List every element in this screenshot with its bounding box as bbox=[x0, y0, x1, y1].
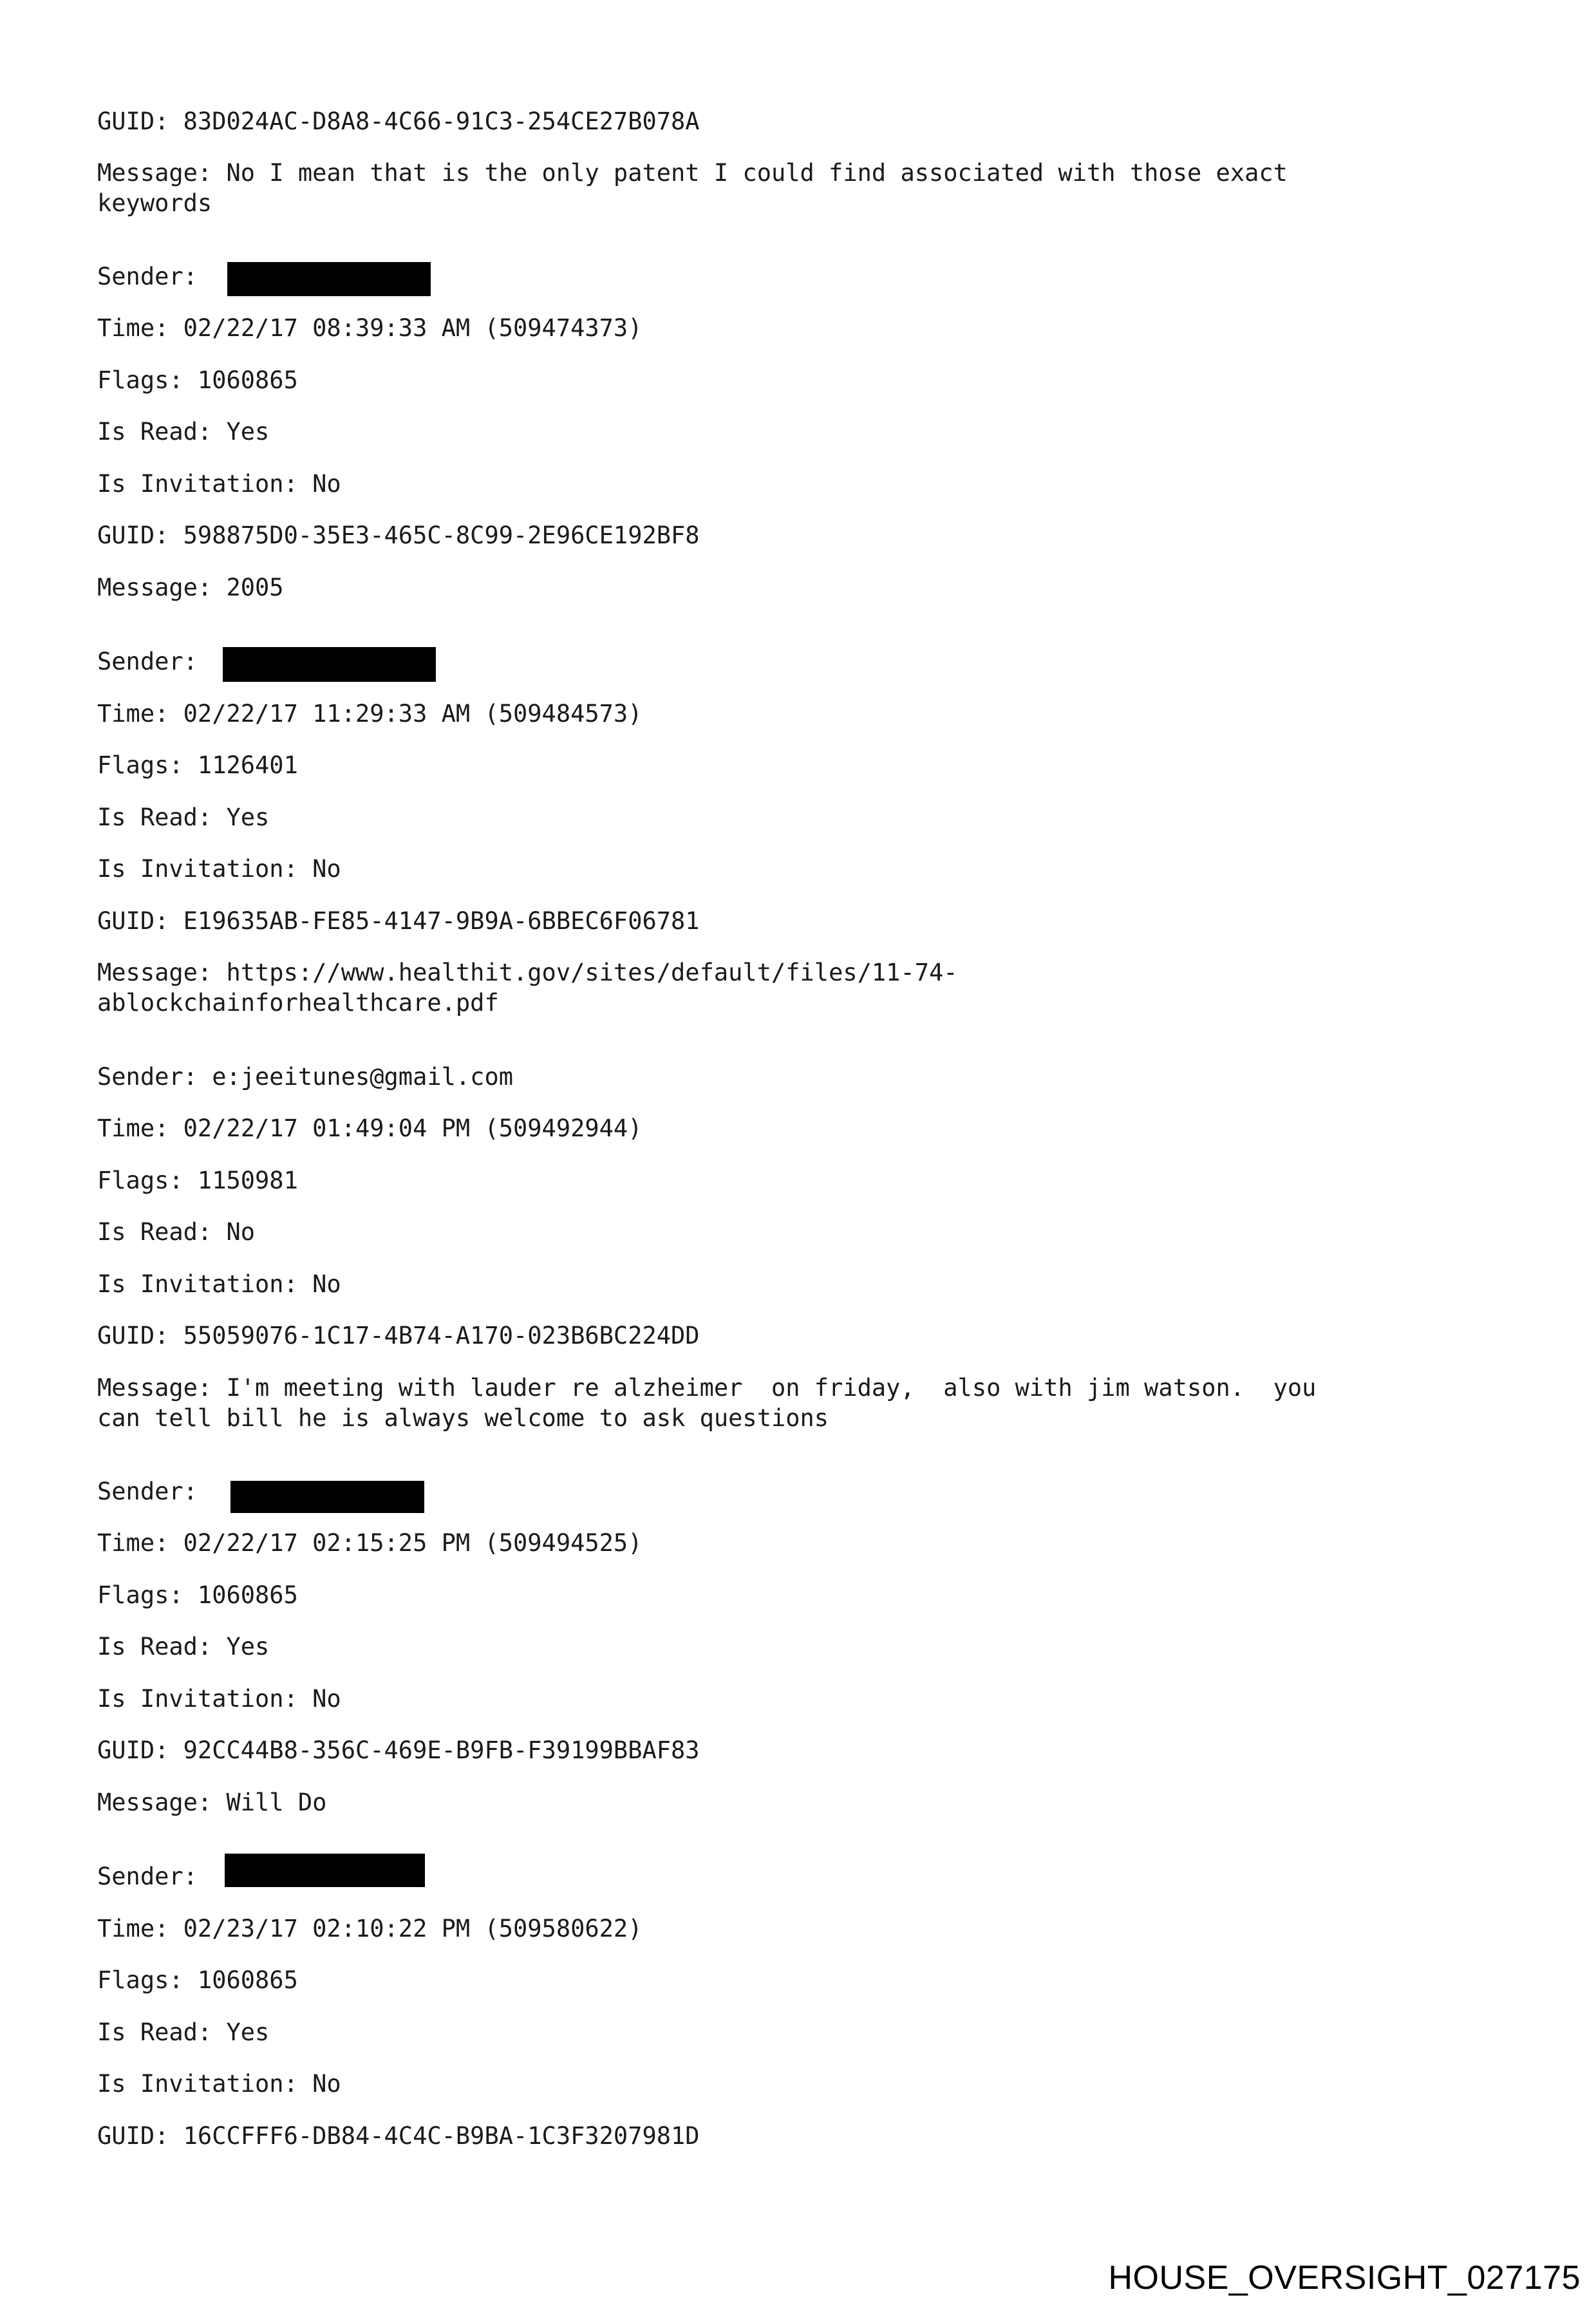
message-line: Message: Will Do bbox=[97, 1789, 327, 1816]
redaction-box bbox=[230, 1481, 424, 1513]
is-read-line: Is Read: Yes bbox=[97, 804, 270, 831]
is-invitation-line: Is Invitation: No bbox=[97, 1685, 341, 1713]
sender-line: Sender: bbox=[97, 648, 198, 675]
sender-line: Sender: e:jeeitunes@gmail.com bbox=[97, 1063, 514, 1091]
flags-line: Flags: 1060865 bbox=[97, 1966, 298, 1994]
time-line: Time: 02/22/17 11:29:33 AM (509484573) bbox=[97, 700, 643, 728]
message-line: Message: No I mean that is the only patent I could find associated with those exact keywords bbox=[97, 159, 1288, 217]
time-line: Time: 02/23/17 02:10:22 PM (509580622) bbox=[97, 1915, 643, 1942]
sender-line: Sender: bbox=[97, 1478, 198, 1505]
is-invitation-line: Is Invitation: No bbox=[97, 470, 341, 498]
message-line: Message: I'm meeting with lauder re alzheimer on friday, also with jim watson. you can tell bill he is always welcome to ask questions bbox=[97, 1374, 1317, 1432]
time-line: Time: 02/22/17 08:39:33 AM (509474373) bbox=[97, 314, 643, 342]
is-invitation-line: Is Invitation: No bbox=[97, 1270, 341, 1298]
sender-line: Sender: bbox=[97, 263, 198, 290]
guid-line: GUID: 83D024AC-D8A8-4C66-91C3-254CE27B078A bbox=[97, 108, 700, 135]
flags-line: Flags: 1060865 bbox=[97, 366, 298, 394]
time-line: Time: 02/22/17 01:49:04 PM (509492944) bbox=[97, 1114, 643, 1142]
message-line: Message: https://www.healthit.gov/sites/default/files/11-74- ablockchainforhealthcare.pdf bbox=[97, 959, 958, 1017]
guid-line: GUID: 16CCFFF6-DB84-4C4C-B9BA-1C3F3207981D bbox=[97, 2122, 700, 2150]
is-read-line: Is Read: Yes bbox=[97, 418, 270, 446]
is-read-line: Is Read: Yes bbox=[97, 1633, 270, 1660]
redaction-box bbox=[225, 1854, 425, 1887]
flags-line: Flags: 1060865 bbox=[97, 1581, 298, 1609]
guid-line: GUID: 55059076-1C17-4B74-A170-023B6BC224DD bbox=[97, 1322, 700, 1349]
redaction-box bbox=[227, 262, 431, 296]
bates-number: HOUSE_OVERSIGHT_027175 bbox=[1108, 2259, 1581, 2297]
flags-line: Flags: 1126401 bbox=[97, 751, 298, 779]
sender-line: Sender: bbox=[97, 1863, 198, 1890]
time-line: Time: 02/22/17 02:15:25 PM (509494525) bbox=[97, 1529, 643, 1557]
is-invitation-line: Is Invitation: No bbox=[97, 855, 341, 883]
flags-line: Flags: 1150981 bbox=[97, 1167, 298, 1194]
is-invitation-line: Is Invitation: No bbox=[97, 2070, 341, 2098]
guid-line: GUID: 598875D0-35E3-465C-8C99-2E96CE192BF8 bbox=[97, 522, 700, 549]
guid-line: GUID: 92CC44B8-356C-469E-B9FB-F39199BBAF83 bbox=[97, 1736, 700, 1764]
redaction-box bbox=[223, 647, 436, 682]
is-read-line: Is Read: Yes bbox=[97, 2018, 270, 2046]
message-line: Message: 2005 bbox=[97, 574, 284, 601]
is-read-line: Is Read: No bbox=[97, 1218, 256, 1246]
guid-line: GUID: E19635AB-FE85-4147-9B9A-6BBEC6F06781 bbox=[97, 907, 700, 935]
